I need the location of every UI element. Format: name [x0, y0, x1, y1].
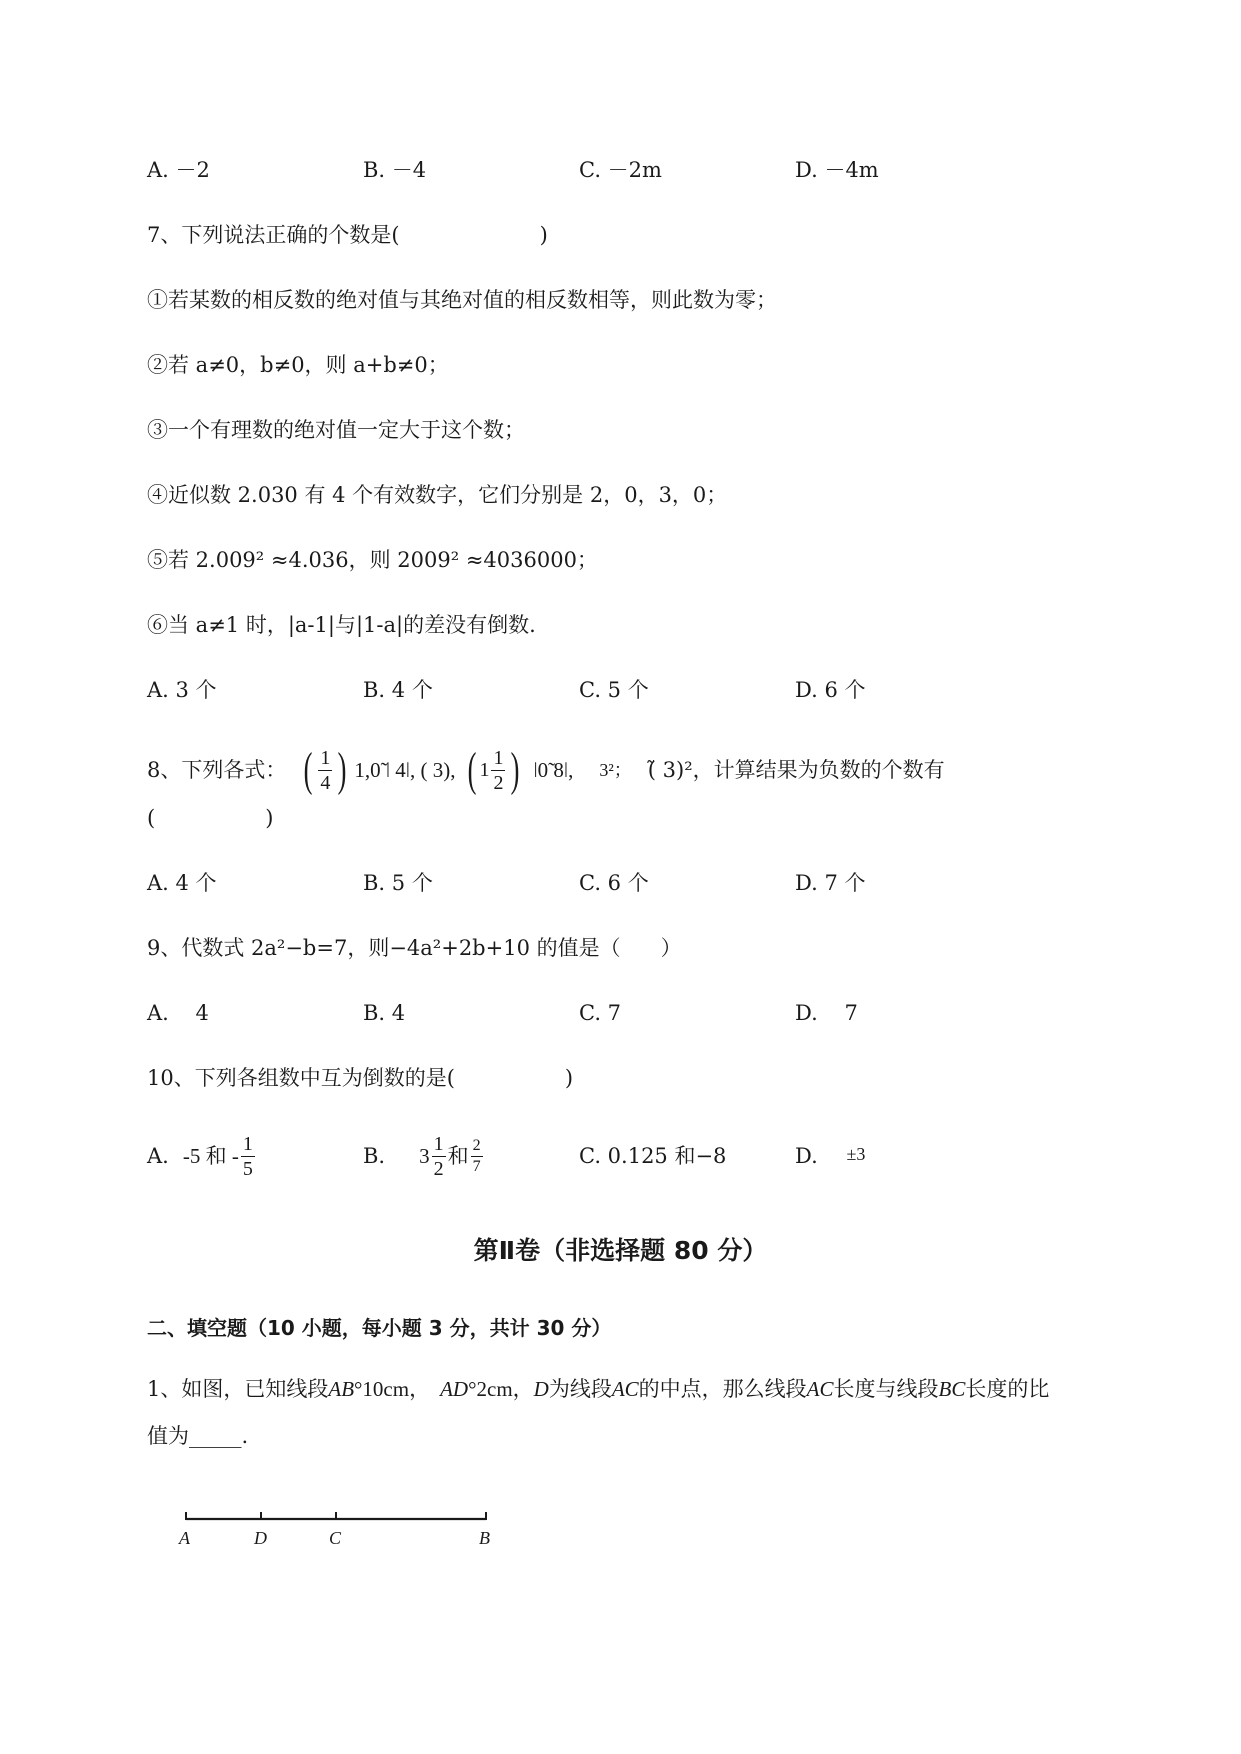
q8-rparen-2: )	[511, 743, 520, 796]
fill-1-text-h: 长度的比	[965, 1377, 1050, 1401]
q8-lparen-1: (	[303, 743, 313, 796]
fill-1-text-c: °2cm，	[468, 1377, 534, 1401]
q9-options	[147, 1003, 1097, 1033]
q7-stem	[147, 225, 548, 246]
q8-option-d[interactable]: D. 7 个	[795, 871, 866, 895]
fill-1-bc: BC	[938, 1377, 966, 1401]
q9-option-b[interactable]: B. 4	[363, 1001, 406, 1025]
q10-option-a[interactable]	[147, 1128, 257, 1184]
q10-option-b[interactable]	[363, 1128, 485, 1184]
q8-rparen-1: )	[337, 743, 347, 796]
q10-option-c[interactable]: C. 0.125 和−8	[579, 1144, 727, 1168]
fill-1-line-2: 值为_____.	[147, 1424, 249, 1448]
q10-option-a-frac	[241, 1134, 255, 1179]
label-b: B	[479, 1528, 490, 1548]
q10-option-b-mid: 和	[447, 1143, 469, 1168]
q8-option-b[interactable]: B. 5 个	[363, 871, 433, 895]
q8-lparen-2: (	[467, 743, 476, 796]
q7-option-a[interactable]: A. 3 个	[147, 678, 217, 702]
q7-item-3: ③一个有理数的绝对值一定大于这个数；	[147, 418, 525, 442]
q8-stem	[147, 735, 945, 805]
q9-stem-text: 9、代数式 2a²−b=7，则−4a²+2b+10 的值是（	[147, 936, 621, 960]
q9-stem-close: ）	[660, 936, 682, 960]
q10-stem-text: 10、下列各组数中互为倒数的是(	[147, 1066, 455, 1090]
q6-options	[147, 160, 1097, 190]
fill-1-text-b: °10cm，	[354, 1377, 431, 1401]
q10-option-a-frac-den: 5	[242, 1157, 253, 1180]
fill-1-d: D	[533, 1377, 549, 1401]
q8-option-c[interactable]: C. 6 个	[579, 871, 649, 895]
q10-option-d-text: ±3	[846, 1144, 866, 1164]
q8-frac-1-num: 1	[320, 746, 331, 769]
q10-stem-close: )	[564, 1066, 574, 1090]
q7-stem-close: )	[539, 223, 548, 247]
q8-stem-text: 8、下列各式：	[147, 757, 287, 782]
q8-paren-line	[147, 808, 273, 829]
q8-frac-1-den: 4	[320, 771, 331, 794]
q8-frac-2-den: 2	[493, 771, 504, 794]
q7-option-b[interactable]: B. 4 个	[363, 678, 433, 702]
q10-option-d-label: D.	[795, 1144, 818, 1168]
q8-options	[147, 873, 1097, 903]
q10-option-b-frac-2	[471, 1138, 483, 1175]
q8-part-1: 1,0̃ ǀ 4ǀ, ( 3),	[354, 757, 456, 782]
q10-option-b-frac-1-num: 1	[433, 1132, 444, 1155]
q8-frac-2	[491, 748, 505, 793]
q7-stem-text: 7、下列说法正确的个数是(	[147, 223, 400, 247]
q10-option-b-frac-1-den: 2	[433, 1157, 444, 1180]
label-c: C	[329, 1528, 342, 1548]
q9-option-d[interactable]: D. 7	[795, 1001, 858, 1025]
fill-1-text-g: 长度与线段	[833, 1377, 939, 1401]
q7-option-d[interactable]: D. 6 个	[795, 678, 866, 702]
fill-1-line-1	[147, 1379, 1049, 1400]
q7-item-2: ②若 a≠0，b≠0，则 a+b≠0；	[147, 353, 449, 377]
q10-stem	[147, 1068, 573, 1089]
q10-option-b-frac-1	[432, 1134, 446, 1179]
q8-option-a[interactable]: A. 4 个	[147, 871, 217, 895]
q7-option-c[interactable]: C. 5 个	[579, 678, 649, 702]
q8-paren-open: (	[147, 806, 156, 830]
fill-1-ad: AD	[440, 1377, 469, 1401]
q7-item-6: ⑥当 a≠1 时，|a-1|与|1-a|的差没有倒数.	[147, 613, 536, 637]
q9-stem	[147, 938, 682, 959]
q10-option-b-frac-2-num: 2	[471, 1138, 483, 1157]
section-2-subtitle: 二、填空题（10 小题，每小题 3 分，共计 30 分）	[147, 1316, 612, 1340]
fill-1-ac-2: AC	[806, 1377, 834, 1401]
q7-item-4: ④近似数 2.030 有 4 个有效数字，它们分别是 2，0，3，0；	[147, 483, 728, 507]
fill-1-text-f: 的中点，那么线段	[638, 1377, 807, 1401]
q8-part-2: ǀ0̃ 8ǀ,	[533, 757, 574, 782]
fill-1-ab: AB	[328, 1377, 355, 1401]
section-2-title: 第Ⅱ卷（非选择题 80 分）	[473, 1236, 768, 1265]
q10-option-b-label: B.	[363, 1143, 386, 1168]
q10-option-a-text: -5 和 -	[182, 1143, 239, 1168]
q10-option-a-label: A.	[147, 1143, 169, 1168]
q6-option-a[interactable]: A. －2	[147, 158, 210, 182]
q8-frac-1	[318, 748, 332, 793]
q10-option-b-whole: 3	[419, 1143, 430, 1168]
q10-option-a-frac-num: 1	[242, 1132, 253, 1155]
q10-option-b-frac-2-den: 7	[472, 1157, 481, 1175]
q10-option-d[interactable]	[795, 1146, 865, 1167]
q8-part-4: (̃ 3)²，计算结果为负数的个数有	[647, 757, 945, 782]
q6-option-b[interactable]: B. －4	[363, 158, 427, 182]
q7-options	[147, 680, 1097, 710]
fill-1-text-e: 为线段	[548, 1377, 612, 1401]
q8-part-3: 3²；	[599, 760, 632, 780]
q9-option-a[interactable]: A. 4	[147, 1001, 209, 1025]
q7-item-5: ⑤若 2.009² ≈4.036，则 2009² ≈4036000；	[147, 548, 598, 572]
fill-1-ac: AC	[611, 1377, 639, 1401]
q8-frac-2-num: 1	[493, 746, 504, 769]
label-a: A	[179, 1528, 190, 1548]
q8-mixed-whole: 1	[479, 759, 490, 781]
q10-options	[147, 1128, 1097, 1184]
q8-paren-close: )	[265, 806, 274, 830]
q6-option-c[interactable]: C. －2m	[579, 158, 662, 182]
q6-option-d[interactable]: D. －4m	[795, 158, 879, 182]
label-d: D	[254, 1528, 267, 1548]
fill-1-text-a: 1、如图，已知线段	[147, 1377, 329, 1401]
q7-item-1: ①若某数的相反数的绝对值与其绝对值的相反数相等，则此数为零；	[147, 288, 777, 312]
q9-option-c[interactable]: C. 7	[579, 1001, 622, 1025]
